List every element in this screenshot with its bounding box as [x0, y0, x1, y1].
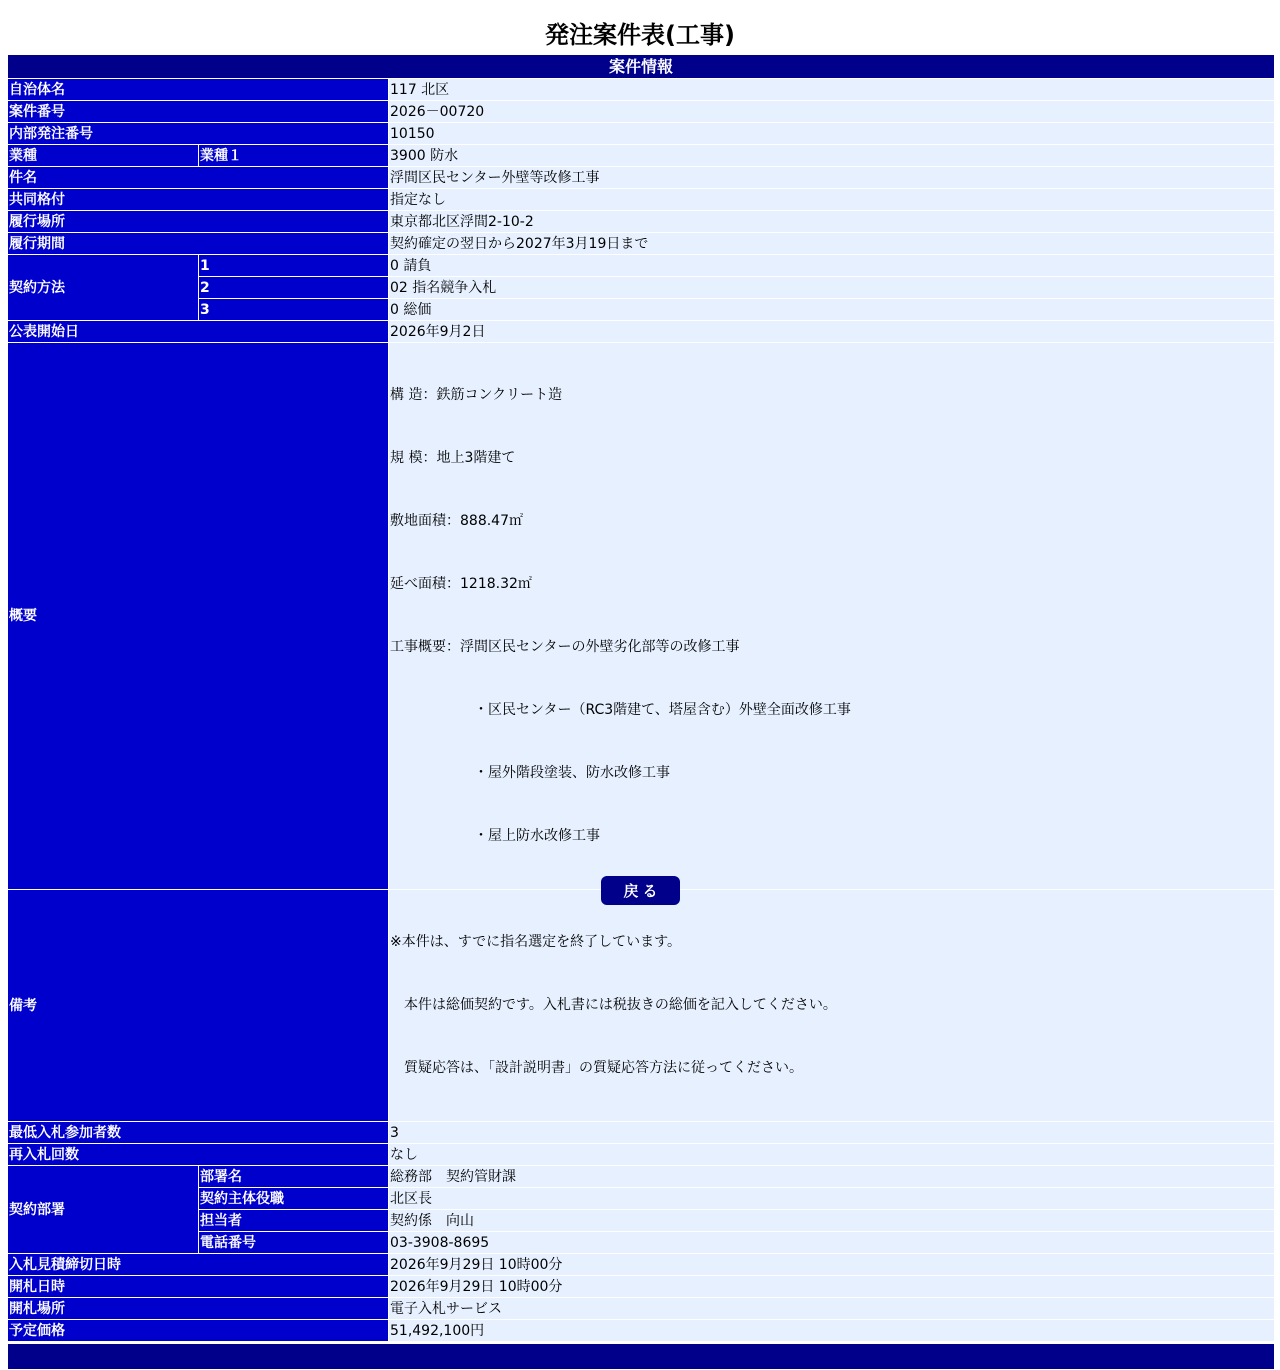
back-button[interactable]: 戻る	[601, 876, 680, 905]
section-header: 案件情報	[8, 55, 1275, 79]
case-number-value: 2026－00720	[389, 101, 1275, 123]
overview-line: ・屋上防水改修工事	[390, 828, 600, 844]
rebid-count-label: 再入札回数	[8, 1144, 389, 1166]
planned-price-value: 51,492,100円	[389, 1320, 1275, 1342]
overview-label: 概要	[8, 343, 389, 890]
table-row-period	[8, 233, 1275, 255]
location-value: 東京都北区浮間2-10-2	[389, 211, 1275, 233]
planned-price-label: 予定価格	[8, 1320, 389, 1342]
internal-order-number-label: 内部発注番号	[8, 123, 389, 145]
overview-line: 構 造：鉄筋コンクリート造	[390, 387, 563, 403]
contract-method-sublabel-1: 1	[199, 255, 389, 277]
industry-value: 3900 防水	[389, 145, 1275, 167]
remarks-label: 備考	[8, 890, 389, 1122]
remarks-value	[389, 890, 1275, 1122]
internal-order-number-value: 10150	[389, 123, 1275, 145]
contract-method-value-3: 0 総価	[389, 299, 1275, 321]
contract-method-sublabel-2: 2	[199, 277, 389, 299]
opening-datetime-value: 2026年9月29日 10時00分	[389, 1276, 1275, 1298]
table-row-contract-dept-3	[8, 1210, 1275, 1232]
overview-line: 延べ面積：1218.32㎡	[390, 576, 532, 592]
min-bidders-label: 最低入札参加者数	[8, 1122, 389, 1144]
table-row-min-bidders	[8, 1122, 1275, 1144]
opening-datetime-label: 開札日時	[8, 1276, 389, 1298]
joint-rating-value: 指定なし	[389, 189, 1275, 211]
overview-line: 規 模：地上3階建て	[390, 450, 516, 466]
table-row-contract-dept-2	[8, 1188, 1275, 1210]
section-header-row	[8, 55, 1275, 79]
rebid-count-value: なし	[389, 1144, 1275, 1166]
contract-method-value-2: 02 指名競争入札	[389, 277, 1275, 299]
overview-line: ・屋外階段塗装、防水改修工事	[390, 765, 670, 781]
table-row-contract-method-1	[8, 255, 1275, 277]
remarks-line: 本件は総価契約です。入札書には税抜きの総価を記入してください。	[390, 997, 837, 1013]
table-row-joint-rating	[8, 189, 1275, 211]
table-row-publish-date	[8, 321, 1275, 343]
remarks-line: 質疑応答は、「設計説明書」の質疑応答方法に従ってください。	[390, 1060, 803, 1076]
table-row-remarks	[8, 890, 1275, 1122]
table-row-opening-datetime	[8, 1276, 1275, 1298]
contract-dept-sublabel-4: 電話番号	[199, 1232, 389, 1254]
remarks-line: ※本件は、すでに指名選定を終了しています。	[390, 934, 682, 950]
industry-sublabel: 業種１	[199, 145, 389, 167]
contract-dept-sublabel-2: 契約主体役職	[199, 1188, 389, 1210]
table-row-subject	[8, 167, 1275, 189]
industry-label: 業種	[8, 145, 199, 167]
table-row-contract-dept-4	[8, 1232, 1275, 1254]
period-value: 契約確定の翌日から2027年3月19日まで	[389, 233, 1275, 255]
contract-dept-value-1: 総務部 契約管財課	[389, 1166, 1275, 1188]
min-bidders-value: 3	[389, 1122, 1275, 1144]
table-footer-row	[8, 1344, 1275, 1370]
contract-dept-value-4: 03-3908-8695	[389, 1232, 1275, 1254]
table-row-planned-price	[8, 1320, 1275, 1342]
bid-deadline-label: 入札見積締切日時	[8, 1254, 389, 1276]
table-row-bid-deadline	[8, 1254, 1275, 1276]
table-row-municipality	[8, 79, 1275, 101]
subject-value: 浮間区民センター外壁等改修工事	[389, 167, 1275, 189]
publish-date-label: 公表開始日	[8, 321, 389, 343]
contract-dept-value-3: 契約係 向山	[389, 1210, 1275, 1232]
municipality-label: 自治体名	[8, 79, 389, 101]
opening-place-value: 電子入札サービス	[389, 1298, 1275, 1320]
bid-deadline-value: 2026年9月29日 10時00分	[389, 1254, 1275, 1276]
table-row-overview	[8, 343, 1275, 890]
contract-method-sublabel-3: 3	[199, 299, 389, 321]
case-info-table	[7, 54, 1275, 1370]
municipality-value: 117 北区	[389, 79, 1275, 101]
contract-dept-sublabel-3: 担当者	[199, 1210, 389, 1232]
table-row-opening-place	[8, 1298, 1275, 1320]
overview-value	[389, 343, 1275, 890]
overview-line: 工事概要：浮間区民センターの外壁劣化部等の改修工事	[390, 639, 740, 655]
period-label: 履行期間	[8, 233, 389, 255]
table-footer-bar	[8, 1344, 1275, 1370]
table-row-contract-method-3	[8, 299, 1275, 321]
contract-dept-label: 契約部署	[8, 1166, 199, 1254]
table-row-case-number	[8, 101, 1275, 123]
table-row-industry	[8, 145, 1275, 167]
case-number-label: 案件番号	[8, 101, 389, 123]
location-label: 履行場所	[8, 211, 389, 233]
table-row-internal-order-number	[8, 123, 1275, 145]
overview-line: 敷地面積：888.47㎡	[390, 513, 523, 529]
publish-date-value: 2026年9月2日	[389, 321, 1275, 343]
table-row-contract-dept-1	[8, 1166, 1275, 1188]
contract-method-value-1: 0 請負	[389, 255, 1275, 277]
contract-dept-sublabel-1: 部署名	[199, 1166, 389, 1188]
table-row-contract-method-2	[8, 277, 1275, 299]
contract-dept-value-2: 北区長	[389, 1188, 1275, 1210]
table-row-rebid-count	[8, 1144, 1275, 1166]
table-row-location	[8, 211, 1275, 233]
contract-method-label: 契約方法	[8, 255, 199, 321]
page-title: 発注案件表(工事)	[545, 21, 735, 49]
subject-label: 件名	[8, 167, 389, 189]
opening-place-label: 開札場所	[8, 1298, 389, 1320]
joint-rating-label: 共同格付	[8, 189, 389, 211]
overview-line: ・区民センター（RC3階建て、塔屋含む）外壁全面改修工事	[390, 702, 851, 718]
